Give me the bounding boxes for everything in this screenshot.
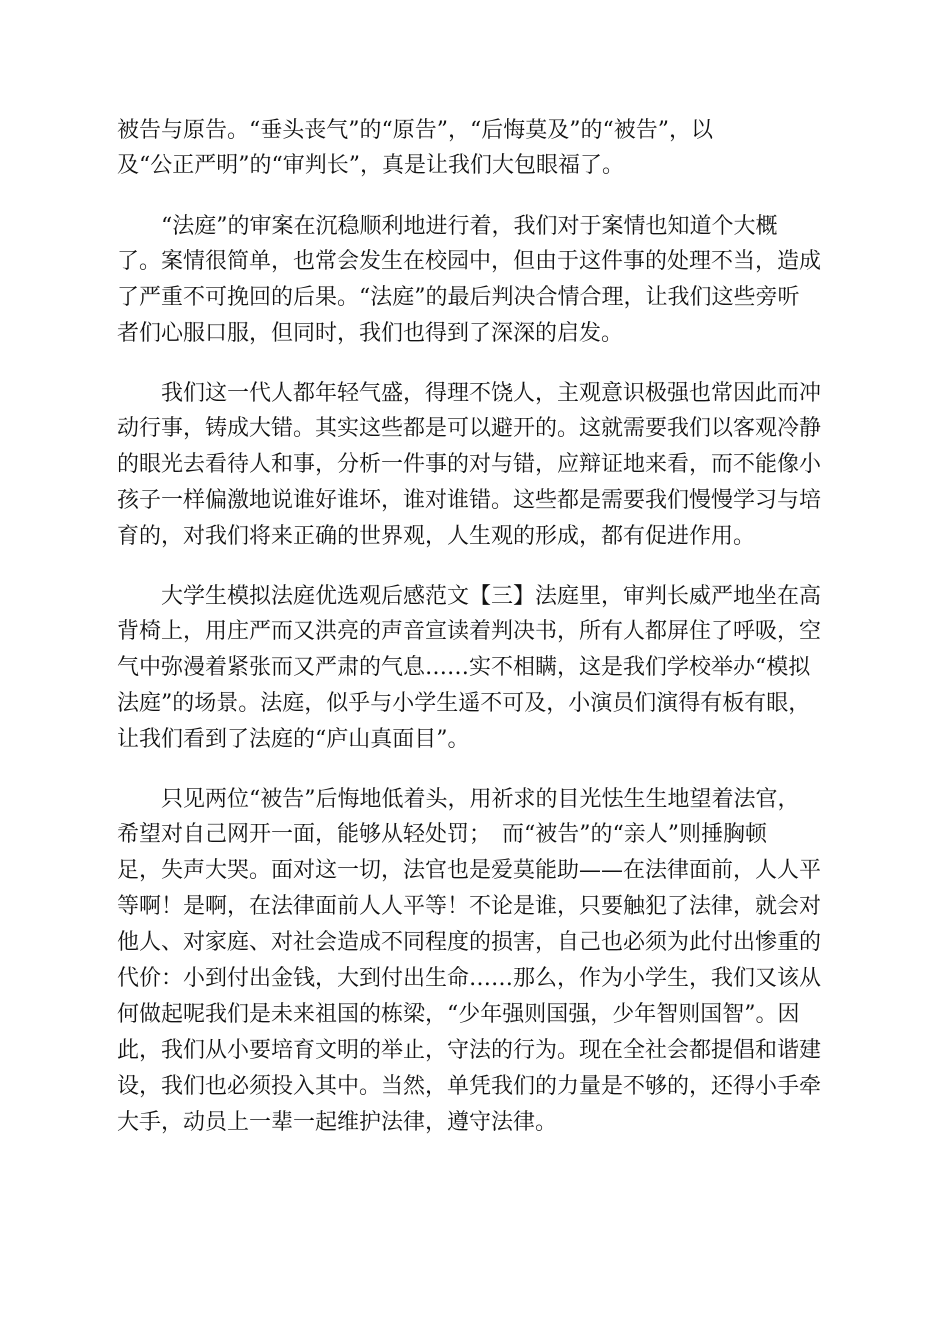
paragraph-3-line-2: 动行事，铸成大错。其实这些都是可以避开的。这就需要我们以客观冷静 (117, 416, 822, 441)
paragraph-5-line-9: 设，我们也必须投入其中。当然，单凭我们的力量是不够的，还得小手牵 (117, 1074, 822, 1099)
paragraph-3-line-5: 育的，对我们将来正确的世界观，人生观的形成，都有促进作用。 (117, 524, 756, 549)
paragraph-2-line-2: 了。案情很简单，也常会发生在校园中，但由于这件事的处理不当，造成 (117, 249, 822, 274)
paragraph-5-line-1: 只见两位“被告”后悔地低着头，用祈求的目光怯生生地望着法官， (161, 787, 800, 812)
paragraph-3-line-3: 的眼光去看待人和事，分析一件事的对与错，应辩证地来看，而不能像小 (117, 452, 822, 477)
paragraph-1-line-2: 及“公正严明”的“审判长”，真是让我们大包眼福了。 (117, 153, 624, 178)
paragraph-5-line-3: 足，失声大哭。面对这一切，法官也是爱莫能助——在法律面前，人人平 (117, 858, 822, 883)
paragraph-5-line-4: 等啊！是啊，在法律面前人人平等！不论是谁，只要触犯了法律，就会对 (117, 894, 822, 919)
paragraph-4-line-2: 背椅上，用庄严而又洪亮的声音宣读着判决书，所有人都屏住了呼吸，空 (117, 619, 822, 644)
paragraph-3-line-4: 孩子一样偏激地说谁好谁坏，谁对谁错。这些都是需要我们慢慢学习与培 (117, 488, 822, 513)
paragraph-5-line-5: 他人、对家庭、对社会造成不同程度的损害，自己也必须为此付出惨重的 (117, 930, 822, 955)
paragraph-1-line-1: 被告与原告。“垂头丧气”的“原告”，“后悔莫及”的“被告”，以 (117, 118, 713, 143)
paragraph-5-line-10: 大手，动员上一辈一起维护法律，遵守法律。 (117, 1110, 558, 1135)
paragraph-2-line-1: “法庭”的审案在沉稳顺利地进行着，我们对于案情也知道个大概 (161, 214, 778, 239)
paragraph-3-line-1: 我们这一代人都年轻气盛，得理不饶人，主观意识极强也常因此而冲 (161, 381, 822, 406)
paragraph-4-line-1: 大学生模拟法庭优选观后感范文【三】法庭里，审判长威严地坐在高 (161, 584, 822, 609)
paragraph-4-line-4: 法庭”的场景。法庭，似乎与小学生遥不可及，小演员们演得有板有眼， (117, 691, 811, 716)
paragraph-5-line-2: 希望对自己网开一面，能够从轻处罚； 而“被告”的“亲人”则捶胸顿 (117, 822, 767, 847)
paragraph-5-line-6: 代价：小到付出金钱，大到付出生命……那么，作为小学生，我们又该从 (117, 966, 822, 991)
paragraph-2-line-3: 了严重不可挽回的后果。“法庭”的最后判决合情合理，让我们这些旁听 (117, 285, 800, 310)
paragraph-5-line-8: 此，我们从小要培育文明的举止，守法的行为。现在全社会都提倡和谐建 (117, 1038, 822, 1063)
paragraph-4-line-3: 气中弥漫着紧张而又严肃的气息……实不相瞒，这是我们学校举办“模拟 (117, 655, 811, 680)
paragraph-5-line-7: 何做起呢我们是未来祖国的栋梁，“少年强则国强，少年智则国智”。因 (117, 1002, 800, 1027)
paragraph-4-line-5: 让我们看到了法庭的“庐山真面目”。 (117, 727, 470, 752)
paragraph-2-line-4: 者们心服口服，但同时，我们也得到了深深的启发。 (117, 321, 624, 346)
